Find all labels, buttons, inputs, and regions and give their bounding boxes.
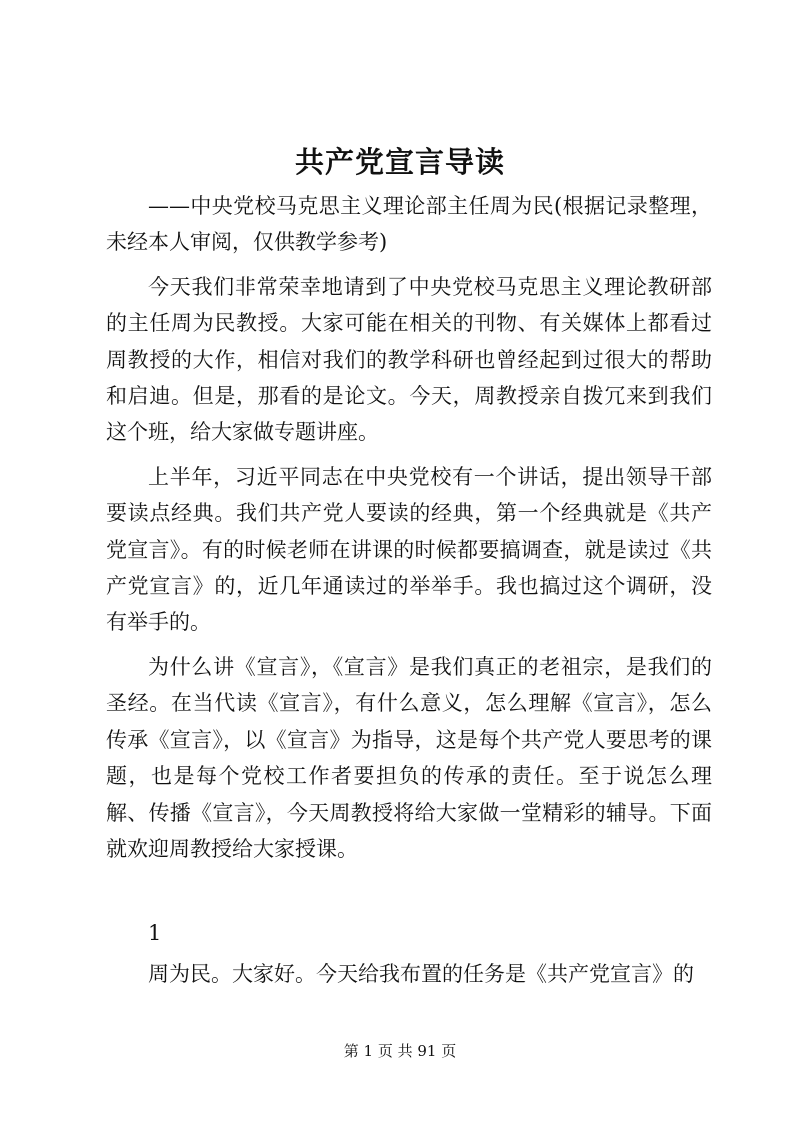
body-paragraph: 为什么讲《宣言》，《宣言》是我们真正的老祖宗，是我们的圣经。在当代读《宣言》，有什么意义，怎么理解《宣言》，怎么传承《宣言》，以《宣言》为指导，这是每个共产党人要思考的课题，也是每个党校工作者要担负的传承的责任。至于说怎么理解、传播《宣言》，今天周教授将给大家做一堂精彩的辅导。下面就欢迎周教授给大家授课。 [106,654,712,861]
body-paragraph: 今天我们非常荣幸地请到了中央党校马克思主义理论教研部的主任周为民教授。大家可能在相关的刊物、有关媒体上都看过周教授的大作，相信对我们的教学科研也曾经起到过很大的帮助和启迪。但是，那看的是论文。今天，周教授亲自拨冗来到我们这个班，给大家做专题讲座。 [106,274,712,445]
document-title: 共产党宣言导读 [294,145,505,179]
body-paragraph: 上半年，习近平同志在中央党校有一个讲话，提出领导干部要读点经典。我们共产党人要读的经典，第一个经典就是《共产党宣言》。有的时候老师在讲课的时候都要搞调查，就是读过《共产党宣言》的，近几年通读过的举举手。我也搞过这个调研，没有举手的。 [106,464,712,635]
page-footer: 第 1 页 共 91 页 [343,1042,457,1060]
continuing-text [106,956,712,992]
document-body [106,188,712,867]
inline-page-number: 1 [148,921,162,945]
body-paragraph: 周为民。大家好。今天给我布置的任务是《共产党宣言》的 [148,962,694,986]
subtitle-paragraph: ——中央党校马克思主义理论部主任周为民(根据记录整理，未经本人审阅，仅供教学参考) [106,194,712,255]
